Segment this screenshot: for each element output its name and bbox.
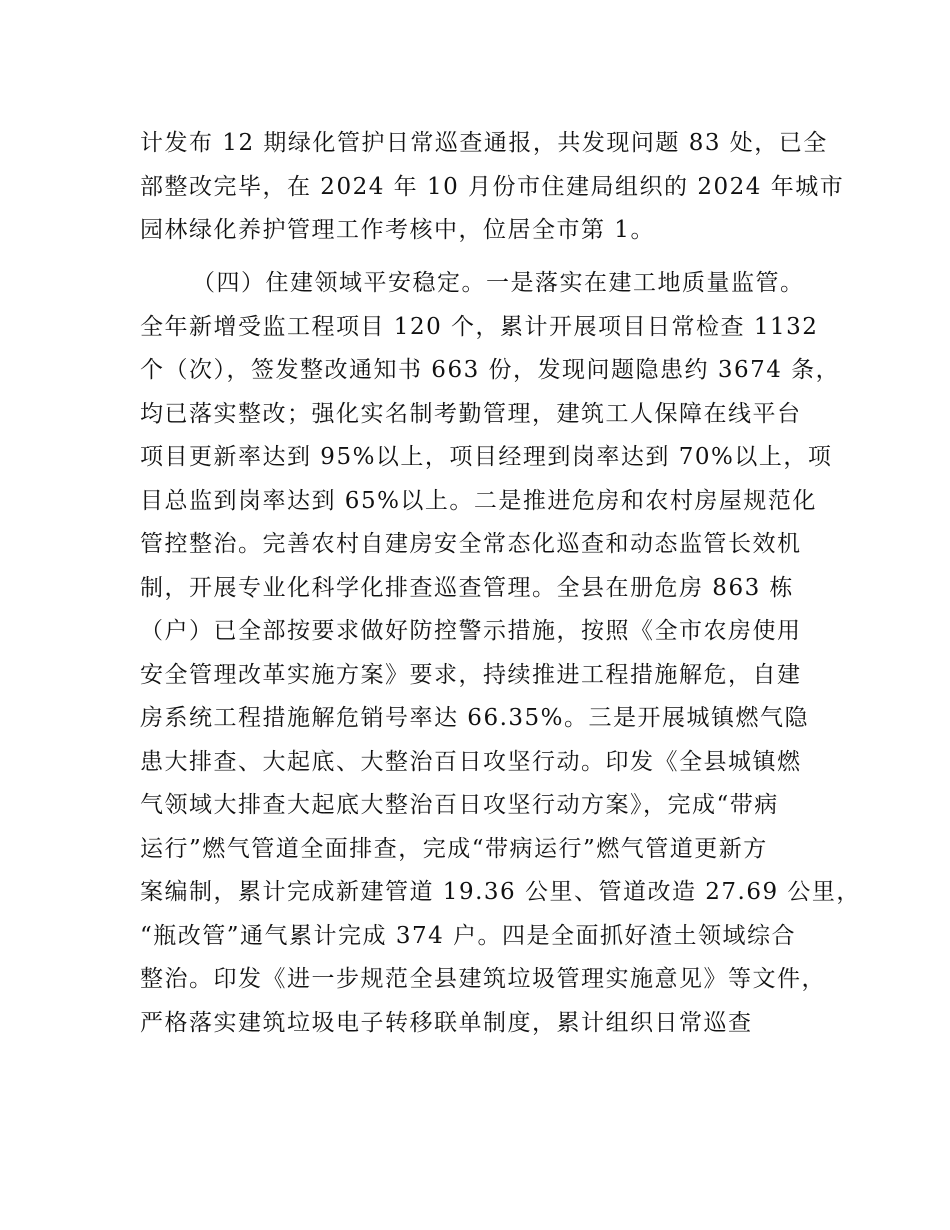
text-line: 患大排查、大起底、大整治百日攻坚行动。印发《全县城镇燃: [140, 748, 802, 775]
text-line: （户）已全部按要求做好防控警示措施，按照《全市农房使用: [140, 618, 802, 644]
text-line: 项目更新率达到 95%以上，项目经理到岗率达到 70%以上，项: [140, 444, 833, 470]
text-line: “瓶改管”通气累计完成 374 户。四是全面抓好渣土领域综合: [140, 922, 797, 949]
text-line: [140, 1045, 830, 1089]
text-line: 制，开展专业化科学化排查巡查管理。全县在册危房 863 栋: [140, 574, 795, 601]
text-line: 部整改完毕，在 2024 年 10 月份市住建局组织的 2024 年城市: [140, 173, 845, 200]
paragraph-construction-safety: [140, 262, 861, 1089]
text-line: 整治。印发《进一步规范全县建筑垃圾管理实施意见》等文件，: [140, 966, 826, 992]
text-line: 园林绿化养护管理工作考核中，位居全市第 1。: [140, 217, 655, 243]
text-line: 个（次），签发整改通知书 663 份，发现问题隐患约 3674 条，: [140, 357, 841, 383]
text-line: 全年新增受监工程项目 120 个，累计开展项目日常检查 1132: [140, 313, 819, 340]
text-line: 目总监到岗率达到 65%以上。二是推进危房和农村房屋规范化: [140, 487, 817, 514]
paragraph-greening-summary: [140, 122, 845, 253]
text-line: 气领域大排查大起底大整治百日攻坚行动方案》，完成“带病: [140, 792, 779, 818]
text-line: 计发布 12 期绿化管护日常巡查通报，共发现问题 83 处，已全: [140, 130, 828, 156]
text-line: 房系统工程措施解危销号率达 66.35%。三是开展城镇燃气隐: [140, 705, 810, 731]
text-line: 安全管理改革实施方案》要求，持续推进工程措施解危，自建: [140, 661, 802, 688]
text-line: 管控整治。完善农村自建房安全常态化巡查和动态监管长效机: [140, 531, 802, 557]
text-line: 运行”燃气管道全面排查，完成“带病运行”燃气管道更新方: [140, 835, 768, 862]
text-line: 均已落实整改；强化实名制考勤管理，建筑工人保障在线平台: [140, 400, 802, 427]
text-line: 案编制，累计完成新建管道 19.36 公里、管道改造 27.69 公里，: [140, 879, 861, 905]
section-heading-line: （四）住建领域平安稳定。一是落实在建工地质量监管。: [192, 270, 805, 296]
text-line: 严格落实建筑垃圾电子转移联单制度，累计组织日常巡查: [140, 1009, 753, 1036]
